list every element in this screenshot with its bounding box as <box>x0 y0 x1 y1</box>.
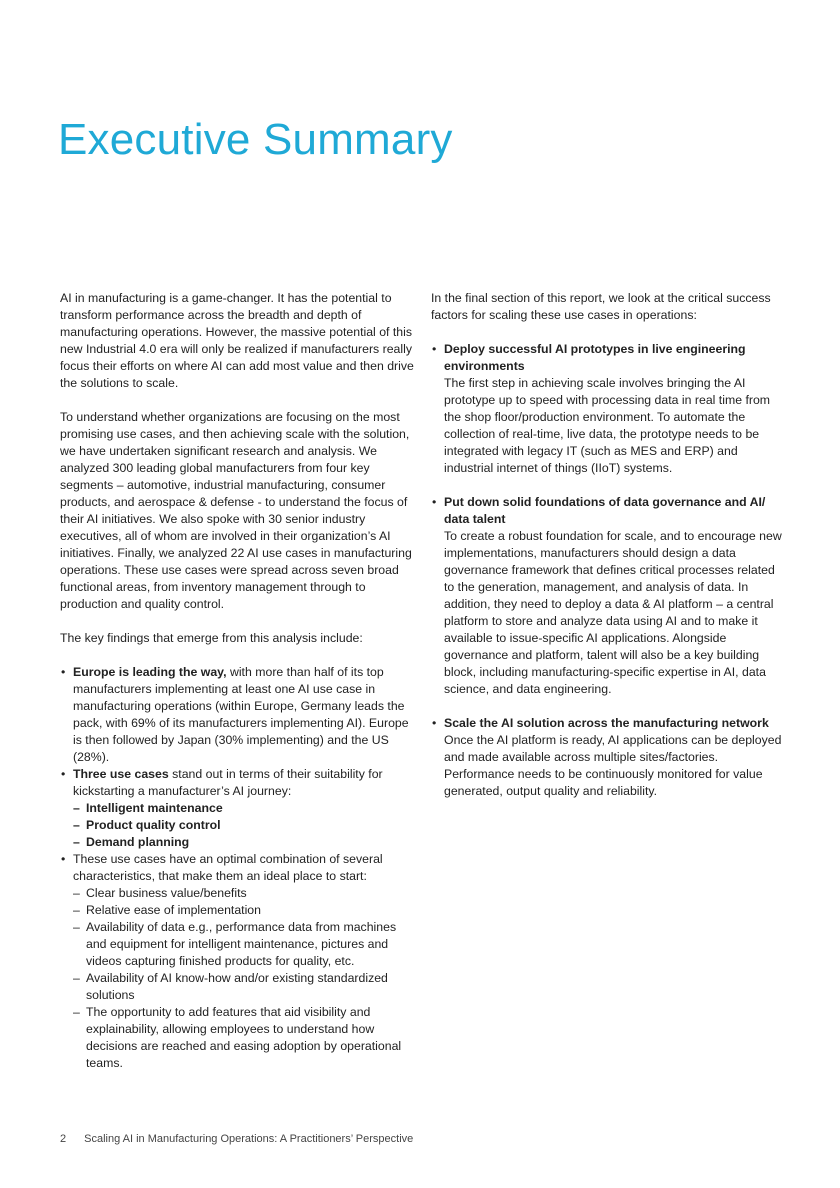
report-title: Scaling AI in Manufacturing Operations: A Practitioners’ Perspective <box>84 1133 414 1145</box>
success-factor-item <box>431 341 783 477</box>
characteristic-item: – Relative ease of implementation <box>73 902 415 919</box>
success-factor-heading: • Deploy successful AI prototypes in live engineering environments <box>444 342 746 373</box>
use-case-item: – Demand planning <box>73 834 415 851</box>
finding-use-cases <box>60 766 415 851</box>
page-number: 2 <box>60 1133 67 1145</box>
finding-use-cases-text: stand out in terms of their suitability for kickstarting a manufacturer’s AI journey: <box>73 767 383 798</box>
finding-europe <box>60 664 415 766</box>
page-title: Executive Summary <box>58 115 453 164</box>
characteristic-item: – Clear business value/benefits <box>73 885 415 902</box>
left-column <box>60 290 415 1072</box>
right-column <box>431 290 783 817</box>
success-factor-item <box>431 494 783 698</box>
success-factor-item <box>431 715 783 800</box>
finding-europe-text: with more than half of its top manufacturers implementing at least one AI use case in manufacturing operations (within Europe, Germany leads the pack, with 69% of its manufacturers implementing AI). Europe is then followed by Japan (30% implementing) and the US (28%). <box>73 665 409 764</box>
success-factor-heading: • Put down solid foundations of data governance and AI/ data talent <box>444 495 766 526</box>
success-factor-body: Once the AI platform is ready, AI applications can be deployed and made available across multiple sites/factories. Performance needs to be continuously monitored for value generated, output quality and reliability. <box>444 733 782 798</box>
findings-list <box>60 664 415 1072</box>
characteristics-list <box>73 885 415 1072</box>
research-paragraph: To understand whether organizations are focusing on the most promising use cases, and then achieving scale with the solution, we have undertaken significant research and analysis. We analyzed 300 leading global manufacturers from four key segments – automotive, industrial manufacturing, consumer products, and aerospace & defense - to understand the focus of their AI initiatives. We also spoke with 30 senior industry executives, all of whom are involved in their organization’s AI initiatives. Finally, we analyzed 22 AI use cases in manufacturing operations. These use cases were spread across seven broad functional areas, from inventory management through to production and quality control. <box>60 410 412 611</box>
page-footer <box>60 1133 413 1145</box>
findings-lead: The key findings that emerge from this analysis include: <box>60 631 363 645</box>
intro-paragraph: AI in manufacturing is a game-changer. It has the potential to transform performance across the breadth and depth of manufacturing operations. However, the massive potential of this new Industrial 4.0 era will only be realized if manufacturers really focus their efforts on where AI can add most value and then drive the solutions to scale. <box>60 291 414 390</box>
success-factor-body: To create a robust foundation for scale, and to encourage new implementations, manufacturers should design a data governance framework that defines critical processes related to the generation, management, and analysis of data. In addition, they need to deploy a data & AI platform – a central platform to store and analyze data using AI and to make it available to issue-specific AI applications. Alongside governance and platform, talent will also be a key building block, including manufacturing-specific expertise in AI, data science, and data engineering. <box>444 529 782 696</box>
characteristic-item: – Availability of AI know-how and/or existing standardized solutions <box>73 970 415 1004</box>
success-factor-heading: • Scale the AI solution across the manufacturing network <box>444 716 769 730</box>
success-factors-list <box>431 341 783 800</box>
success-factor-body: The first step in achieving scale involves bringing the AI prototype up to speed with processing data in real time from the shop floor/production environment. To automate the collection of real-time, live data, the prototype needs to be integrated with legacy IT (such as MES and ERP) and industrial internet of things (IIoT) systems. <box>444 376 771 475</box>
finding-characteristics-text: These use cases have an optimal combination of several characteristics, that make them an ideal place to start: <box>73 852 383 883</box>
use-case-item: – Intelligent maintenance <box>73 800 415 817</box>
finding-characteristics <box>60 851 415 1072</box>
success-factors-intro: In the final section of this report, we look at the critical success factors for scaling these use cases in operations: <box>431 291 771 322</box>
use-case-item: – Product quality control <box>73 817 415 834</box>
characteristic-item: – The opportunity to add features that aid visibility and explainability, allowing employees to understand how decisions are reached and easing adoption by operational teams. <box>73 1004 415 1072</box>
finding-use-cases-bold: Three use cases <box>73 767 169 781</box>
characteristic-item: – Availability of data e.g., performance data from machines and equipment for intelligent maintenance, pictures and videos capturing finished products for quality, etc. <box>73 919 415 970</box>
finding-europe-bold: Europe is leading the way, <box>73 665 227 679</box>
use-case-list <box>73 800 415 851</box>
